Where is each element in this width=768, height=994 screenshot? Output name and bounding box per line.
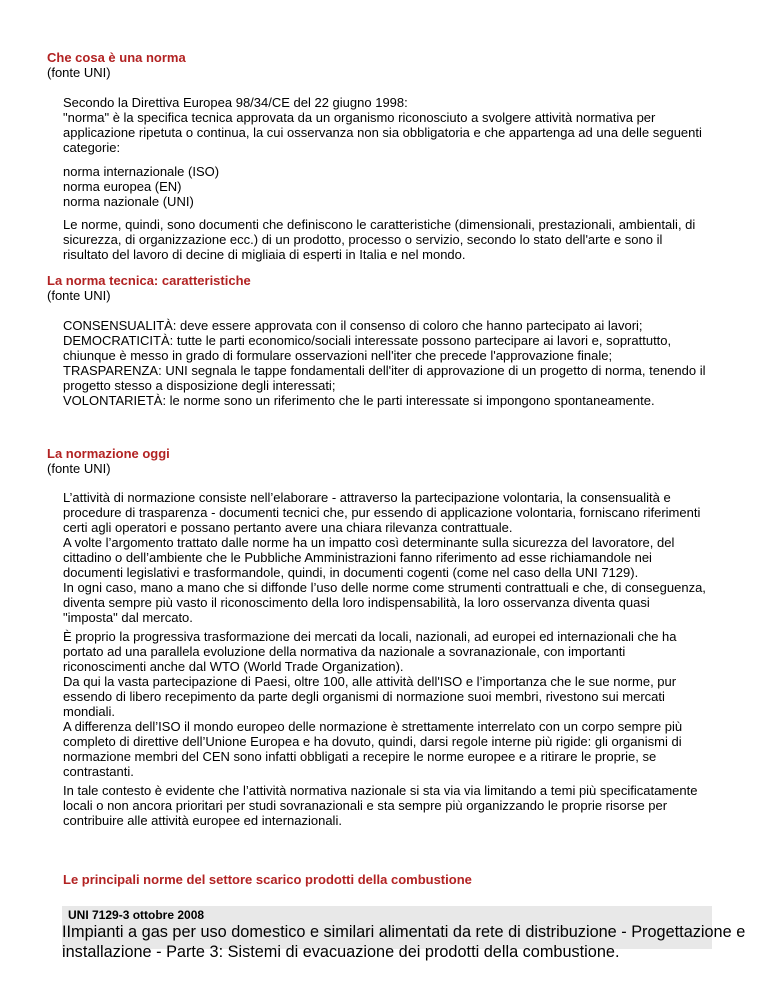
text-line: È proprio la progressiva trasformazione dei mercati da locali, nazionali, ad europei ed internazionali che ha (63, 629, 677, 644)
text-line: locali o non ancora prioritari per studi sovranazionali e sta sempre più organizzando le proprie risorse per (63, 798, 668, 813)
norm-title (62, 922, 746, 962)
list-item: norma nazionale (UNI) (63, 194, 194, 209)
norm-title-line: IImpianti a gas per uso domestico e similari alimentati da rete di distribuzione - Progettazione e (62, 923, 746, 941)
norm-code: UNI 7129-3 ottobre 2008 (68, 908, 205, 922)
text-line: CONSENSUALITÀ: deve essere approvata con il consenso di coloro che hanno partecipato ai lavori; (63, 318, 643, 333)
paragraph-definition (63, 95, 723, 155)
text-line: contribuire alle attività europee ed internazionali. (63, 813, 342, 828)
text-line: categorie: (63, 140, 121, 155)
text-line: A differenza dell’ISO il mondo europeo delle normazione è strettamente interrelato con un corpo sempre più (63, 719, 683, 734)
text-line: contrastanti. (63, 764, 134, 779)
section-source: (fonte UNI) (47, 461, 111, 476)
text-line: normazione membri del CEN sono infatti obbligati a recepire le norme europee e a ritirare le proprie, se (63, 749, 657, 764)
norm-title-line: installazione - Parte 3: Sistemi di evacuazione dei prodotti della combustione. (62, 943, 620, 961)
text-line: Le norme, quindi, sono documenti che definiscono le caratteristiche (dimensionali, prestazionali, ambientali, di (63, 217, 696, 232)
text-line: certi agli operatori e possano pertanto avere una chiara rilevanza contrattuale. (63, 520, 513, 535)
text-line: chiunque è messo in grado di formulare osservazioni nell'iter che precede l'approvazione finale; (63, 348, 613, 363)
text-line: cittadino o dell’ambiente che le Pubbliche Amministrazioni fanno riferimento ad esse richiamandole nei (63, 550, 652, 565)
text-line: progetto stesso a disposizione degli interessati; (63, 378, 336, 393)
section-title-normazione-oggi: La normazione oggi (47, 446, 170, 461)
text-line: applicazione ripetuta o continua, la cui osservanza non sia obbligatoria e che appartenga ad una delle seguenti (63, 125, 702, 140)
text-line: A volte l’argomento trattato dalle norme ha un impatto così determinante sulla sicurezza del lavoratore, del (63, 535, 675, 550)
text-line: diventa sempre più vasto il riconoscimento della loro indispensabilità, la loro osservanza diventa quasi (63, 595, 650, 610)
list-item: norma internazionale (ISO) (63, 164, 220, 179)
characteristics-list (63, 318, 723, 408)
list-item: norma europea (EN) (63, 179, 182, 194)
text-line: "norma" è la specifica tecnica approvata da un organismo riconosciuto a svolgere attività normativa per (63, 110, 656, 125)
paragraph-normazione-3 (63, 783, 723, 828)
text-line: VOLONTARIETÀ: le norme sono un riferimento che le parti interessate si impongono spontaneamente. (63, 393, 655, 408)
category-list (63, 164, 723, 209)
text-line: Secondo la Direttiva Europea 98/34/CE del 22 giugno 1998: (63, 95, 408, 110)
text-line: Da qui la vasta partecipazione di Paesi, oltre 100, alle attività dell'ISO e l’importanza che le sue norme, pur (63, 674, 677, 689)
text-line: L’attività di normazione consiste nell’elaborare - attraverso la partecipazione volontaria, la consensualità e (63, 490, 671, 505)
paragraph-norm-summary (63, 217, 723, 262)
section-title-main-norms: Le principali norme del settore scarico prodotti della combustione (63, 872, 472, 887)
text-line: procedure di trasparenza - documenti tecnici che, pur essendo di applicazione volontaria, forniscano riferimenti (63, 505, 701, 520)
text-line: completo di direttive dell’Unione Europea e ha dovuto, quindi, darsi regole interne più rigide: gli organismi di (63, 734, 682, 749)
text-line: DEMOCRATICITÀ: tutte le parti economico/sociali interessate possono partecipare ai lavori e, soprattutto, (63, 333, 672, 348)
text-line: portato ad una parallela evoluzione della normativa da nazionale a sovranazionale, con importanti (63, 644, 626, 659)
text-line: essendo di libero recepimento da parte degli organismi di normazione suoi membri, rivestono sui mercati (63, 689, 665, 704)
section-title-characteristics: La norma tecnica: caratteristiche (47, 273, 251, 288)
text-line: In ogni caso, mano a mano che si diffonde l’uso delle norme come strumenti contrattuali e che, di conseguenza, (63, 580, 706, 595)
text-line: TRASPARENZA: UNI segnala le tappe fondamentali dell'iter di approvazione di un progetto di norma, tenendo il (63, 363, 706, 378)
paragraph-normazione-1 (63, 490, 723, 625)
text-line: In tale contesto è evidente che l’attività normativa nazionale si sta via via limitando a temi più specificatamente (63, 783, 698, 798)
section-source: (fonte UNI) (47, 65, 111, 80)
section-title-what-is-norm: Che cosa è una norma (47, 50, 186, 65)
paragraph-normazione-2 (63, 629, 723, 779)
text-line: "imposta" dal mercato. (63, 610, 193, 625)
text-line: risultato del lavoro di decine di migliaia di esperti in Italia e nel mondo. (63, 247, 466, 262)
section-source: (fonte UNI) (47, 288, 111, 303)
text-line: documenti legislativi e trasformandole, quindi, in documenti cogenti (come nel caso della UNI 7129). (63, 565, 639, 580)
text-line: sicurezza, di organizzazione ecc.) di un prodotto, processo o servizio, secondo lo stato dell'arte e sono il (63, 232, 663, 247)
text-line: mondiali. (63, 704, 116, 719)
text-line: riconoscimenti anche dal WTO (World Trade Organization). (63, 659, 404, 674)
